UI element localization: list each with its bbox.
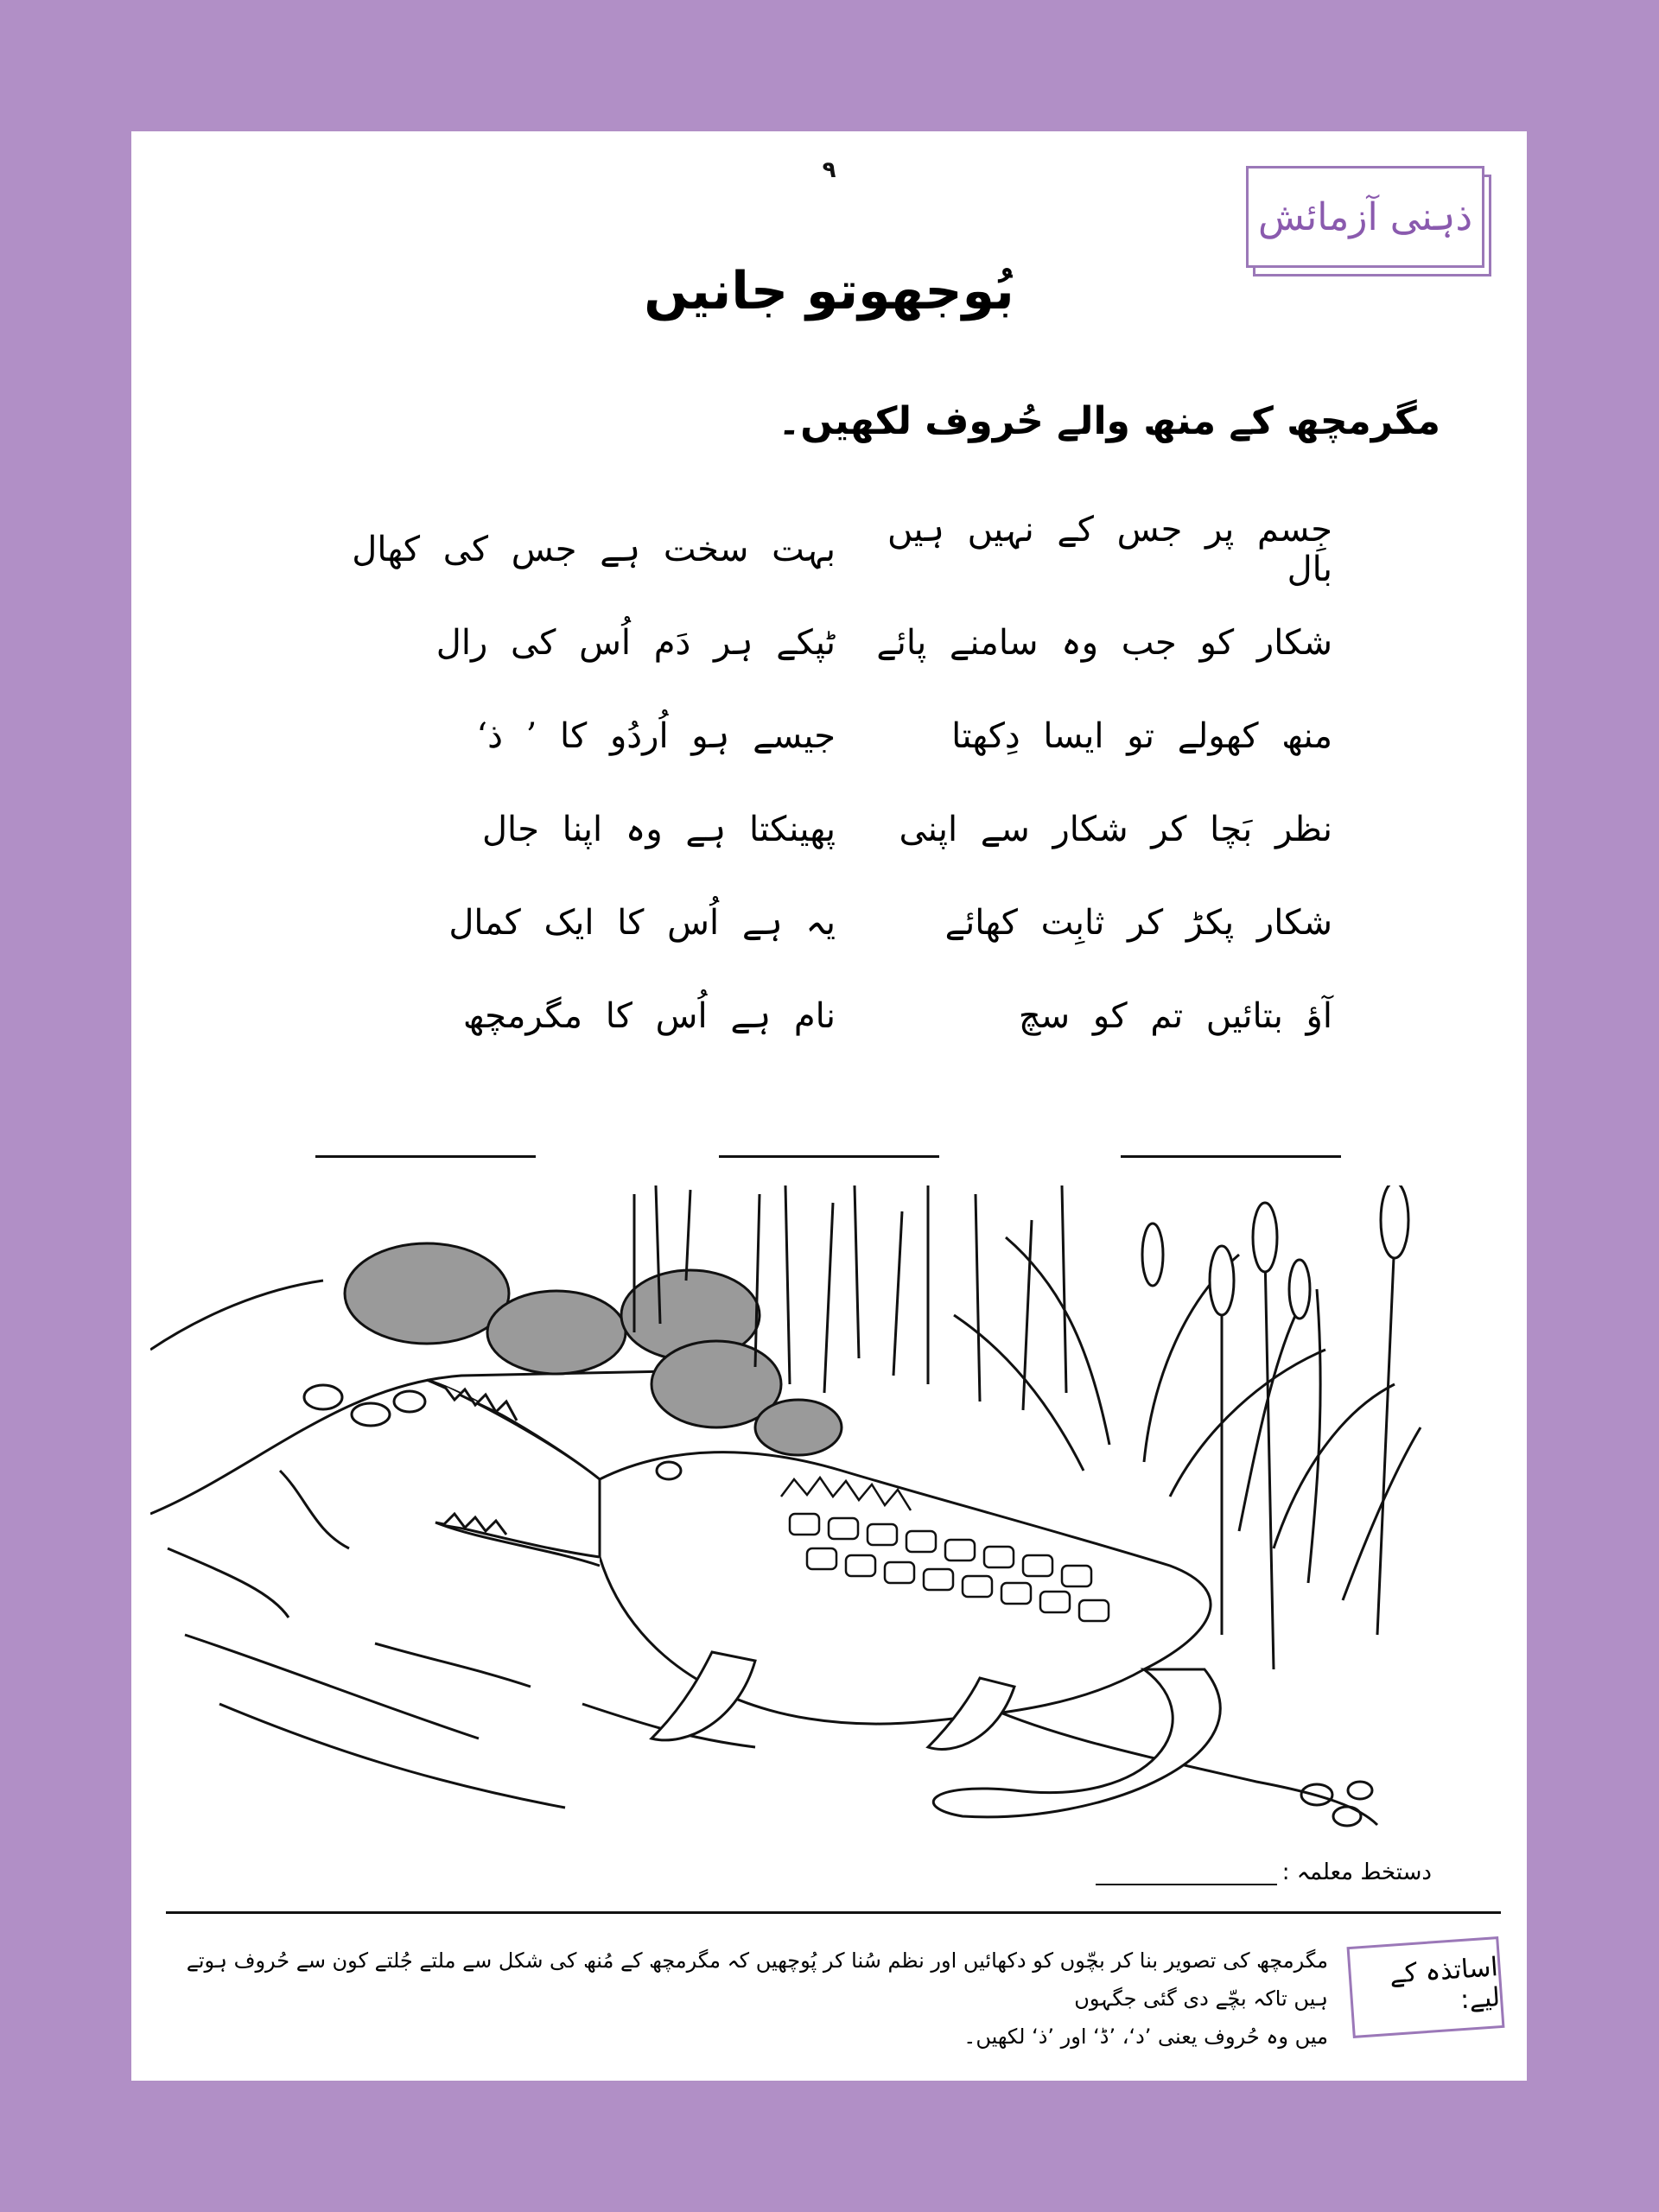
water-ripple (280, 1471, 349, 1548)
water-ripple (219, 1704, 565, 1808)
water-ripple (185, 1635, 479, 1738)
signature-label: دستخط معلمہ : (1281, 1859, 1432, 1885)
poem-row (339, 596, 1332, 690)
poem (339, 503, 1332, 1063)
instruction-text: مگرمچھ کے منھ والے حُروف لکھیں۔ (778, 399, 1440, 443)
poem-row (339, 969, 1332, 1063)
answer-blank-2[interactable] (719, 1155, 939, 1158)
crocodile-illustration (150, 1185, 1498, 1842)
teacher-note-line: مگرمچھ کی تصویر بنا کر بچّوں کو دکھائیں اور نظم سُنا کر پُوچھیں کہ مگرمچھ کے مُنھ کی شکل سے ملتے جُلتے کون سے حُروف ہوتے ہیں تاکہ بچّے دی گئی جگہوں (186, 1948, 1328, 2011)
pebble (1348, 1782, 1372, 1799)
crocodile-lower-jaw (435, 1522, 600, 1566)
water-ripple (375, 1643, 531, 1687)
teacher-note-line: میں وہ حُروف یعنی ’د‘، ’ڈ‘ اور ’ذ‘ لکھیں۔ (963, 2024, 1328, 2049)
crocodile-body (600, 1452, 1211, 1724)
teacher-signature (1096, 1859, 1432, 1885)
rock (345, 1243, 509, 1344)
water-ripple (168, 1548, 289, 1618)
pebble (1333, 1807, 1361, 1826)
pebble (394, 1391, 425, 1412)
answer-blank-3[interactable] (1121, 1155, 1341, 1158)
poem-row (339, 690, 1332, 783)
cattails (1142, 1185, 1408, 1319)
poem-line: بہت سخت ہے جس کی کھال (352, 530, 836, 569)
worksheet-page (131, 131, 1527, 2081)
answer-blank-1[interactable] (315, 1155, 536, 1158)
pebble (304, 1385, 342, 1409)
poem-line: شکار کو جب وہ سامنے پائے (876, 623, 1332, 663)
poem-line: نظر بَچا کر شکار سے اپنی (899, 810, 1332, 849)
poem-line: یہ ہے اُس کا ایک کمال (448, 903, 836, 943)
poem-line: آؤ بتائیں تم کو سچ (1018, 996, 1332, 1036)
poem-row (339, 503, 1332, 596)
page-number: ۹ (822, 157, 836, 183)
signature-field[interactable] (1096, 1859, 1277, 1885)
poem-line: شکار پکڑ کر ثابِت کھائے (944, 903, 1332, 943)
teacher-note (179, 1942, 1328, 2056)
divider (166, 1911, 1501, 1914)
poem-row (339, 876, 1332, 969)
page-title: بُوجھوتو جانیں (644, 261, 1014, 321)
poem-row (339, 783, 1332, 876)
poem-line: ٹپکے ہر دَم اُس کی رال (435, 623, 836, 663)
teacher-label-box (1341, 1937, 1514, 2041)
teacher-label: اساتذہ کے لیے: (1347, 1936, 1505, 2038)
poem-line: پھینکتا ہے وہ اپنا جال (481, 810, 836, 849)
crocodile-eye (657, 1462, 681, 1479)
rock (487, 1291, 626, 1374)
riverbank-line (150, 1371, 669, 1514)
section-badge-label: ذہنی آزمائش (1246, 166, 1484, 268)
rock (755, 1400, 842, 1455)
pebble (352, 1403, 390, 1426)
poem-line: جیسے ہو اُردُو کا ’ ذ‘ (476, 716, 836, 756)
poem-line: نام ہے اُس کا مگرمچھ (462, 996, 836, 1036)
crocodile-teeth-upper (444, 1386, 517, 1421)
poem-line: جِسم پر جس کے نہیں ہیں بال (887, 510, 1332, 589)
poem-line: منھ کھولے تو ایسا دِکھتا (951, 716, 1332, 756)
far-bank-line (150, 1281, 323, 1350)
